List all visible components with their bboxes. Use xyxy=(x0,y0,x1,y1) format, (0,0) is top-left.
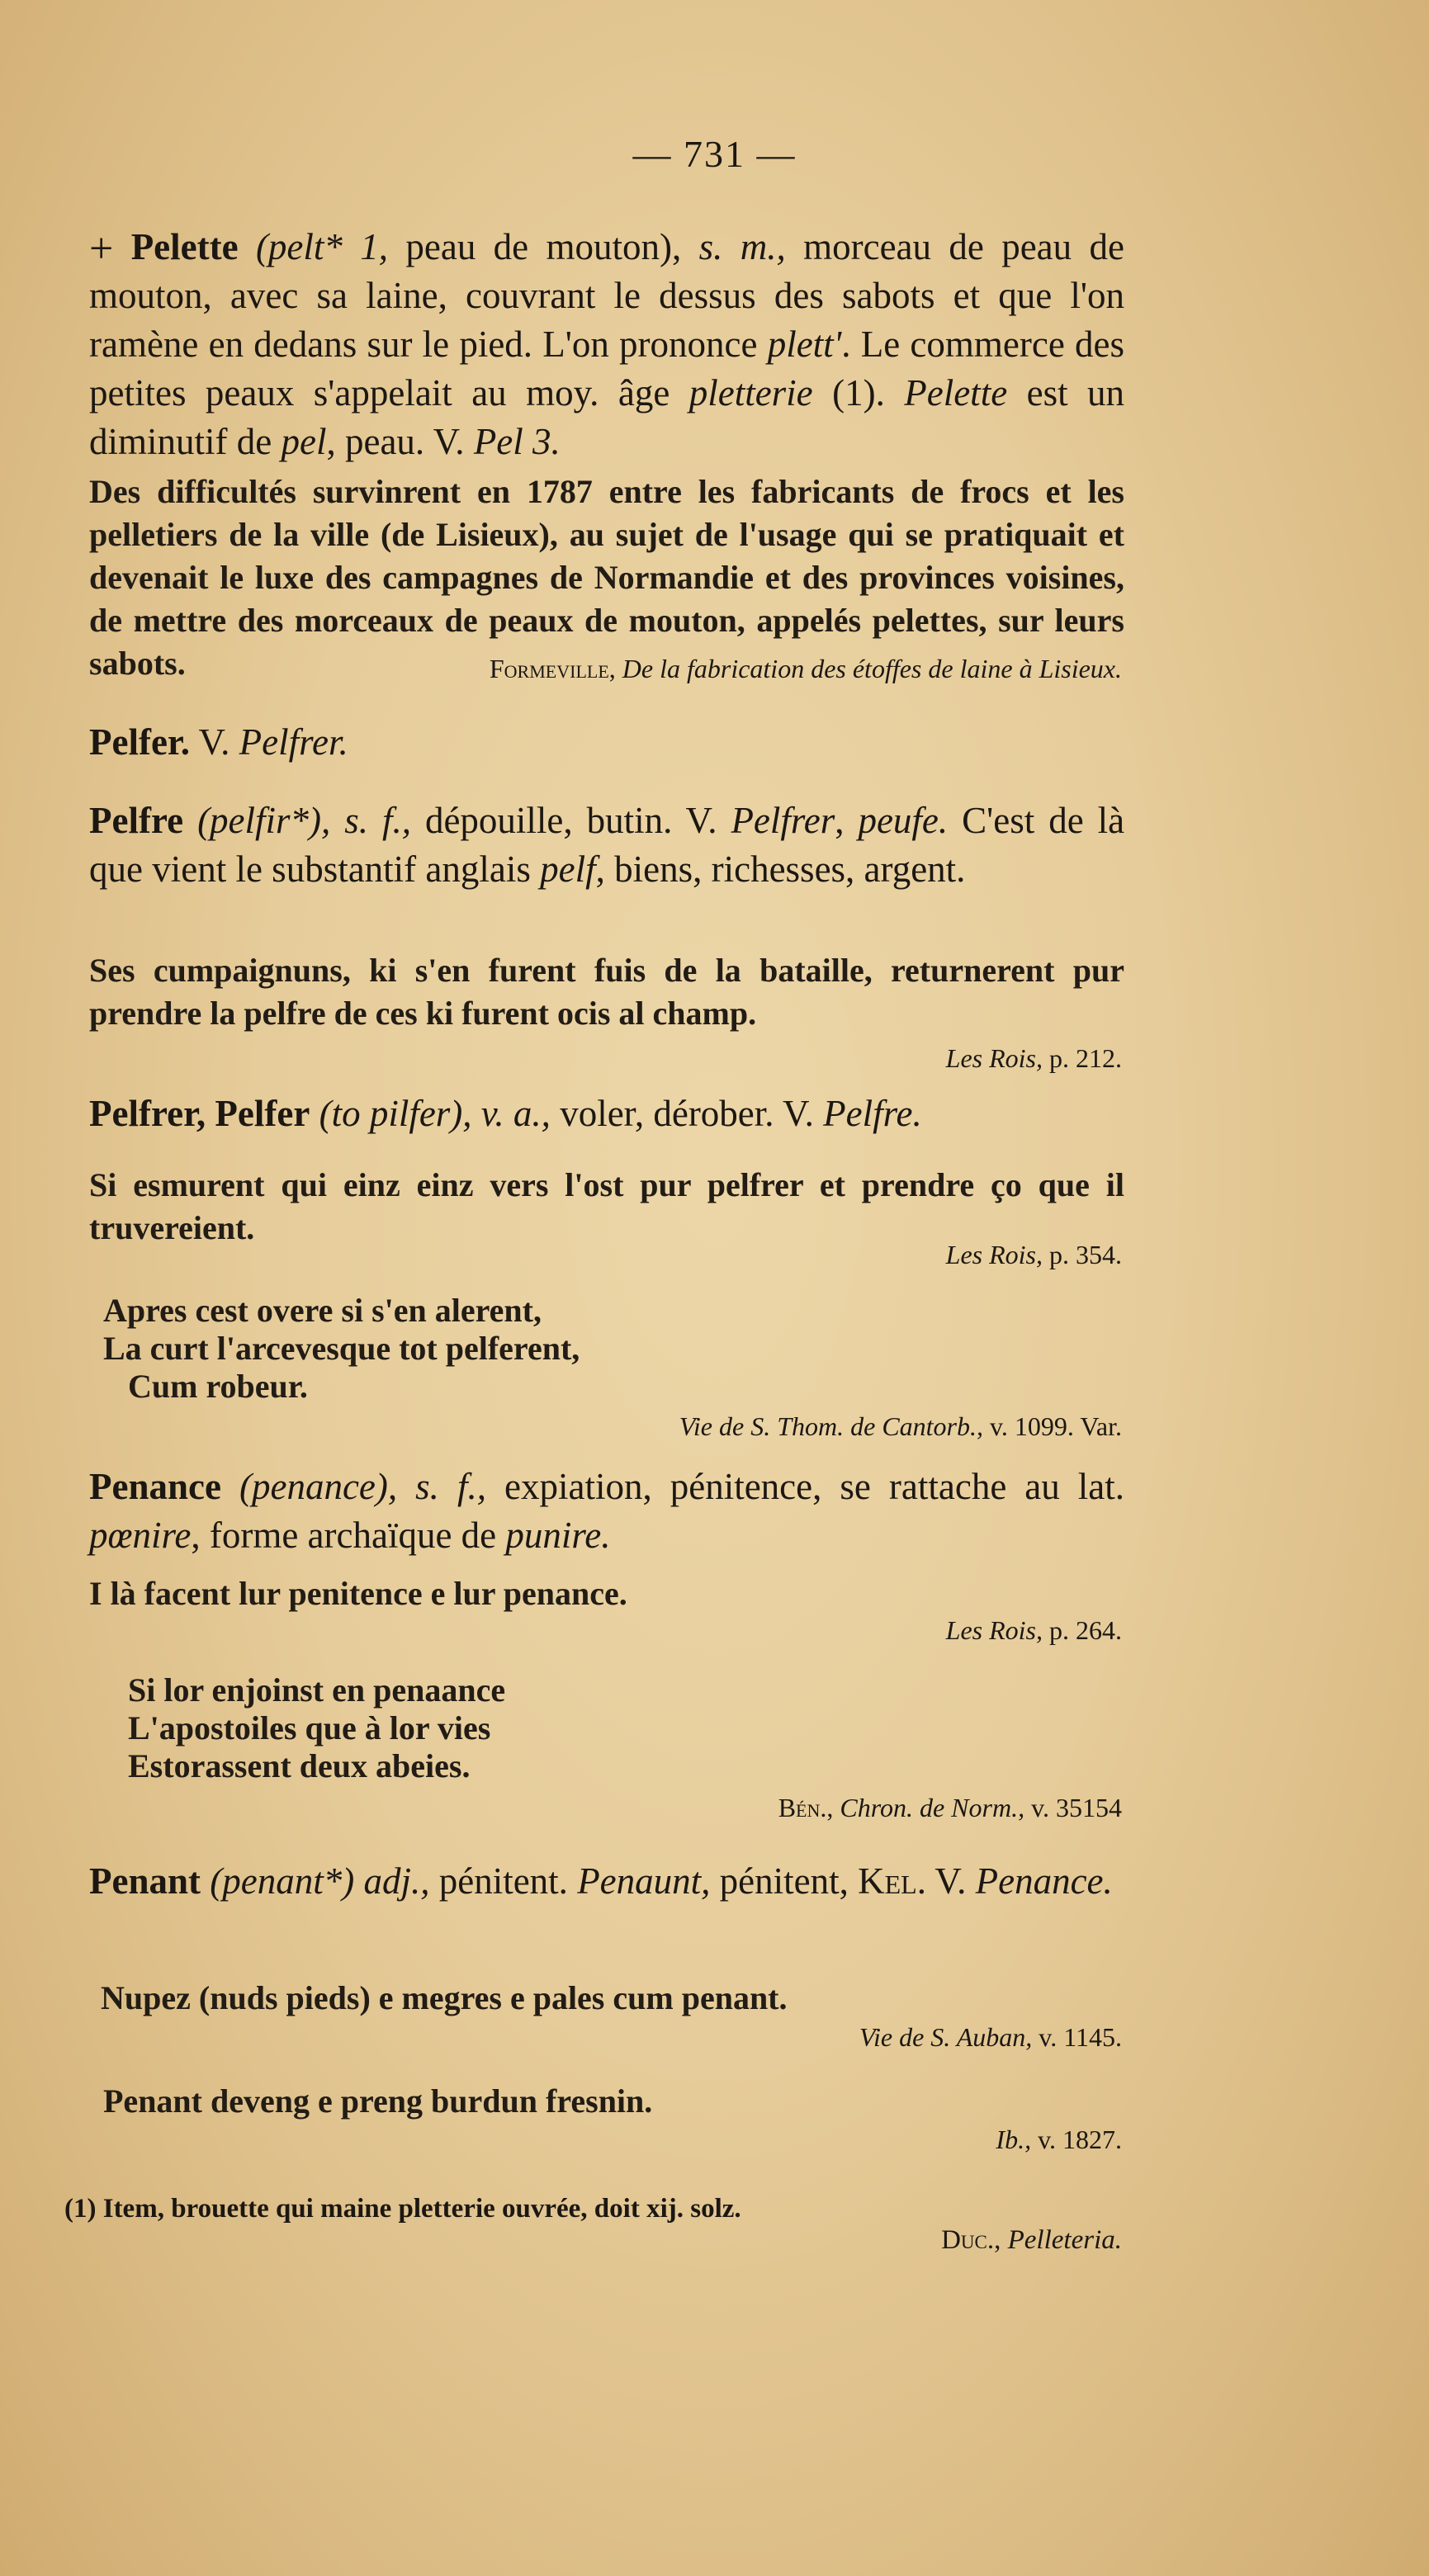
headword: Pelette xyxy=(130,226,239,267)
part-of-speech: s. f., xyxy=(415,1466,486,1507)
headword: Penance xyxy=(89,1466,221,1507)
term: Pelette xyxy=(904,372,1008,414)
source-title: Vie de S. Thom. de Cantorb., xyxy=(679,1411,983,1441)
definition: morceau de peau de mouton, avec sa laine, couvrant le dessus des sabots et que l'on ramène en dedans sur le pied. L'on prononce xyxy=(89,226,1124,365)
source-author: Bén., xyxy=(778,1793,834,1822)
entry-pelfre-body xyxy=(51,796,1124,894)
latin-term: pœnire xyxy=(89,1515,192,1556)
cross-reference[interactable]: Pelfre. xyxy=(823,1093,922,1134)
entry-penant-body xyxy=(51,1857,1124,1906)
definition-cont: . Le commerce des petites peaux s'appelait au moy. âge xyxy=(89,324,1124,414)
pronunciation: plett' xyxy=(767,324,842,365)
verse-line: La curt l'arcevesque tot pelferent, xyxy=(103,1330,580,1367)
definition-cont: C'est de là que vient le substantif anglais xyxy=(89,800,1125,890)
source-pelfre xyxy=(946,1042,1122,1075)
footnote-ref[interactable]: (1). xyxy=(832,372,885,414)
quotation-text: Si esmurent qui einz einz vers l'ost pur pelfrer et prendre ço que il truvereient. xyxy=(89,1166,1124,1246)
verse-line: Cum robeur. xyxy=(128,1368,308,1405)
verse-pelfrer xyxy=(103,1292,580,1406)
quotation-penant-2 xyxy=(103,2080,1176,2123)
part-of-speech: v. a., xyxy=(480,1093,551,1134)
entry-pelfre xyxy=(51,796,1124,894)
source-ref: p. 354. xyxy=(1049,1240,1122,1269)
verse-line: Si lor enjoinst en penaance xyxy=(128,1671,506,1709)
cross-reference[interactable]: Pelfrer xyxy=(731,800,835,841)
cross-reference[interactable]: peufe. xyxy=(858,800,949,841)
definition-cont: est un diminutif de xyxy=(89,372,1124,462)
entry-penance xyxy=(51,1463,1124,1560)
source-title: Les Rois, xyxy=(945,1615,1043,1645)
source-ref: v. 1145. xyxy=(1039,2022,1122,2052)
source-penance-2 xyxy=(778,1791,1122,1824)
definition-cont: , biens, richesses, argent. xyxy=(595,848,966,890)
source-pelfrer-2 xyxy=(679,1410,1122,1443)
source-ref: v. 35154 xyxy=(1031,1793,1122,1822)
quotation-pelfre xyxy=(51,949,1124,1035)
etymon: (pelt* 1, xyxy=(255,226,389,267)
part-of-speech: s. m., xyxy=(698,226,786,267)
headword: Pelfrer, Pelfer xyxy=(89,1093,310,1134)
source-pelette xyxy=(490,652,1122,685)
source-ref: p. 212. xyxy=(1049,1043,1122,1073)
term: pel xyxy=(281,421,327,462)
source-title: Les Rois, xyxy=(945,1240,1043,1269)
footnote-source xyxy=(941,2224,1122,2257)
source-pelfrer-1 xyxy=(946,1238,1122,1271)
source-penant-2 xyxy=(996,2123,1122,2156)
cross-reference[interactable]: Pel 3. xyxy=(473,421,561,462)
footnote: (1) Item, brouette qui maine pletterie ouvrée, doit xij. solz. xyxy=(64,2194,741,2224)
cross-reference[interactable]: Pelfrer. xyxy=(239,721,348,763)
entry-penant xyxy=(51,1857,1124,1906)
definition-cont: , peau. V. xyxy=(326,421,465,462)
quotation-penant-1 xyxy=(101,1977,1174,2020)
source-penant-1 xyxy=(859,2021,1122,2054)
verse-line: Estorassent deux abeies. xyxy=(128,1747,471,1784)
source-author: Formeville, xyxy=(489,654,616,683)
source-ref: p. 264. xyxy=(1049,1615,1122,1645)
cross-marker-icon: + xyxy=(89,225,114,272)
separator: , xyxy=(835,800,845,841)
latin-term: punire. xyxy=(505,1515,611,1556)
source-ref: v. 1099. Var. xyxy=(990,1411,1122,1441)
part-of-speech: s. f., xyxy=(344,800,411,841)
entry-pelfrer-body xyxy=(51,1089,1124,1138)
source-title: Chron. de Norm., xyxy=(840,1793,1025,1822)
source-title: Pelleteria. xyxy=(1007,2225,1122,2255)
quotation-text: I là facent lur penitence e lur penance. xyxy=(89,1575,627,1612)
definition: dépouille, butin. V. xyxy=(424,800,717,841)
cross-reference[interactable]: Penance. xyxy=(975,1860,1113,1902)
entry-pelfrer xyxy=(51,1089,1124,1138)
term: pletterie xyxy=(688,372,813,414)
english-term: pelf xyxy=(540,848,596,890)
etymon: (to pilfer), xyxy=(319,1093,472,1134)
quotation-text: Penant deveng e preng burdun fresnin. xyxy=(103,2082,653,2120)
source-title: Les Rois, xyxy=(945,1043,1043,1073)
verse-line: Apres cest overe si s'en alerent, xyxy=(103,1292,542,1329)
source-author: Duc., xyxy=(941,2225,1001,2255)
source-title: Vie de S. Auban, xyxy=(859,2022,1033,2052)
entry-pelette xyxy=(51,223,1124,466)
definition-cont: pénitent, xyxy=(719,1860,849,1902)
verse-penance xyxy=(128,1671,505,1785)
quotation-text: Ses cumpaignuns, ki s'en furent fuis de la bataille, returnerent pur prendre la pelfre de ces ki furent ocis al champ. xyxy=(89,952,1124,1032)
quotation-pelfrer xyxy=(51,1164,1124,1250)
variant-form: Penaunt, xyxy=(577,1860,711,1902)
source-penance-1 xyxy=(946,1614,1122,1647)
source-ref: v. 1827. xyxy=(1038,2125,1122,2154)
quotation-text: Des difficultés survinrent en 1787 entre les fabricants de frocs et les pelletiers de la ville (de Lisieux), au sujet de l'usage qui se pratiquait et devenait le luxe des campagnes de Normandie et des provinces voisines, de mettre des morceaux de peaux de mouton, appelés pelettes, sur leurs sabots. xyxy=(89,473,1124,682)
headword: Pelfre xyxy=(89,800,184,841)
definition: expiation, pénitence, se rattache au lat. xyxy=(504,1466,1125,1507)
etymon: (penance), xyxy=(239,1466,398,1507)
definition: pénitent. xyxy=(438,1860,568,1902)
entry-pelfer xyxy=(51,718,1124,767)
entry-penance-body xyxy=(51,1463,1124,1560)
page-number: — 731 — xyxy=(632,133,797,175)
see-label: V. xyxy=(935,1860,967,1902)
etymon: (penant*) xyxy=(210,1860,355,1902)
gloss: peau de mouton), xyxy=(405,226,682,267)
definition-cont: , forme archaïque de xyxy=(191,1515,497,1556)
verse-line: L'apostoiles que à lor vies xyxy=(128,1709,491,1746)
entry-pelfer-body xyxy=(51,718,1124,767)
entry-pelette-body xyxy=(51,223,1124,466)
source-author: Kel. xyxy=(858,1860,926,1902)
see-label: V. xyxy=(198,721,230,763)
source-title: De la fabrication des étoffes de laine à Lisieux. xyxy=(622,654,1122,683)
part-of-speech: adj., xyxy=(363,1860,430,1902)
quotation-penance xyxy=(51,1572,1124,1615)
etymon: (pelfir*), xyxy=(197,800,331,841)
quotation-text: Nupez (nuds pieds) e megres e pales cum penant. xyxy=(101,1979,788,2016)
definition: voler, dérober. V. xyxy=(560,1093,814,1134)
source-title: Ib., xyxy=(996,2125,1032,2154)
headword: Penant xyxy=(89,1860,201,1902)
headword: Pelfer. xyxy=(89,721,191,763)
